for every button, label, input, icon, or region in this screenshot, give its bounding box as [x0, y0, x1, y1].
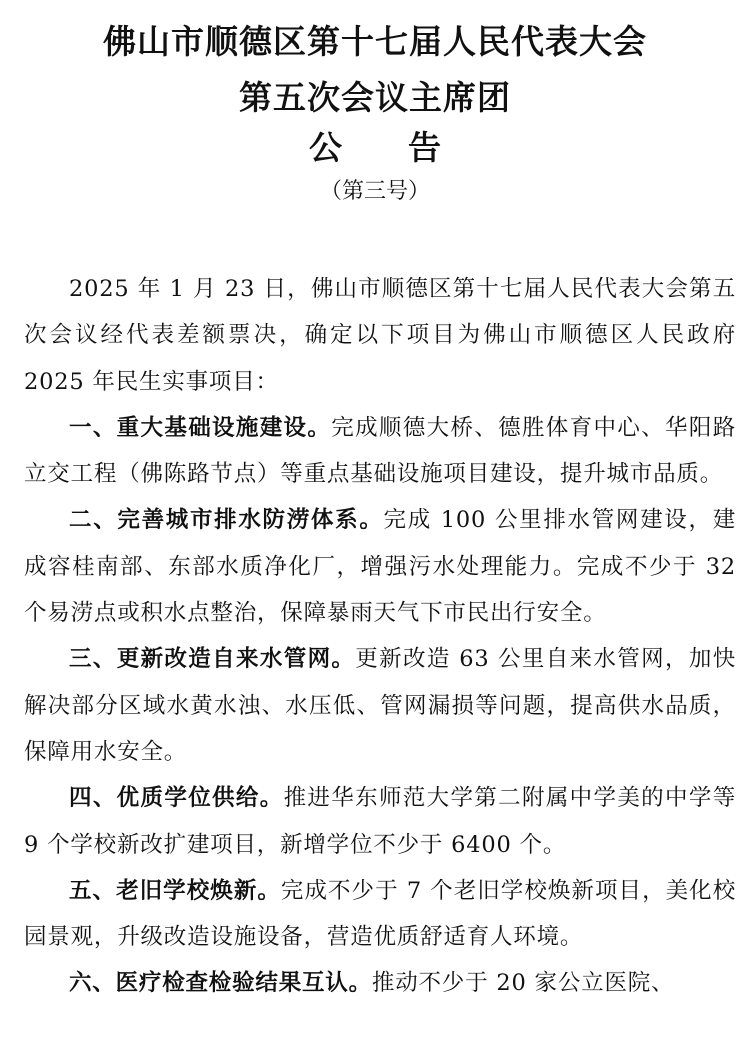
item-heading: 二、完善城市排水防涝体系。 [69, 507, 384, 534]
item-text: 完成不少于 7 个老旧学校焕新项目，美化校园景观，升级改造设施设备，营造优质舒适育人环境。 [24, 877, 737, 951]
intro-paragraph: 2025 年 1 月 23 日，佛山市顺德区第十七届人民代表大会第五次会议经代表差额票决，确定以下项目为佛山市顺德区人民政府 2025 年民生实事项目： [24, 276, 736, 395]
title-line-3 [0, 128, 750, 168]
list-item [24, 868, 736, 961]
item-heading: 五、老旧学校焕新。 [69, 877, 281, 904]
title-char-gao: 告 [408, 128, 441, 167]
notice-body [24, 266, 736, 1007]
item-text: 完成 100 公里排水管网建设，建成容桂南部、东部水质净化厂，增强污水处理能力。完成不少于 32 个易涝点或积水点整治，保障暴雨天气下市民出行安全。 [24, 507, 736, 627]
title-line-2: 第五次会议主席团 [239, 78, 511, 117]
item-heading: 四、优质学位供给。 [69, 785, 284, 812]
item-text: 推动不少于 20 家公立医院、 [371, 970, 675, 997]
item-text: 推进华东师范大学第二附属中学美的中学等 9 个学校新改扩建项目，新增学位不少于 6400 个。 [24, 785, 737, 858]
title-char-gong: 公 [309, 128, 342, 167]
title-line-1: 佛山市顺德区第十七届人民代表大会 [103, 22, 647, 61]
item-text: 完成顺德大桥、德胜体育中心、华阳路立交工程（佛陈路节点）等重点基础设施项目建设，提升城市品质。 [24, 414, 736, 488]
item-heading: 三、更新改造自来水管网。 [69, 646, 356, 673]
list-item [24, 636, 736, 775]
list-item [24, 775, 736, 868]
list-item [24, 405, 736, 498]
list-item [24, 960, 736, 1006]
list-item [24, 497, 736, 636]
item-heading: 六、医疗检查检验结果互认。 [69, 970, 372, 997]
notice-number: （第三号） [319, 179, 430, 204]
item-heading: 一、重大基础设施建设。 [69, 414, 332, 441]
item-text: 更新改造 63 公里自来水管网，加快解决部分区域水黄水浊、水压低、管网漏损等问题，提高供水品质，保障用水安全。 [24, 646, 736, 765]
